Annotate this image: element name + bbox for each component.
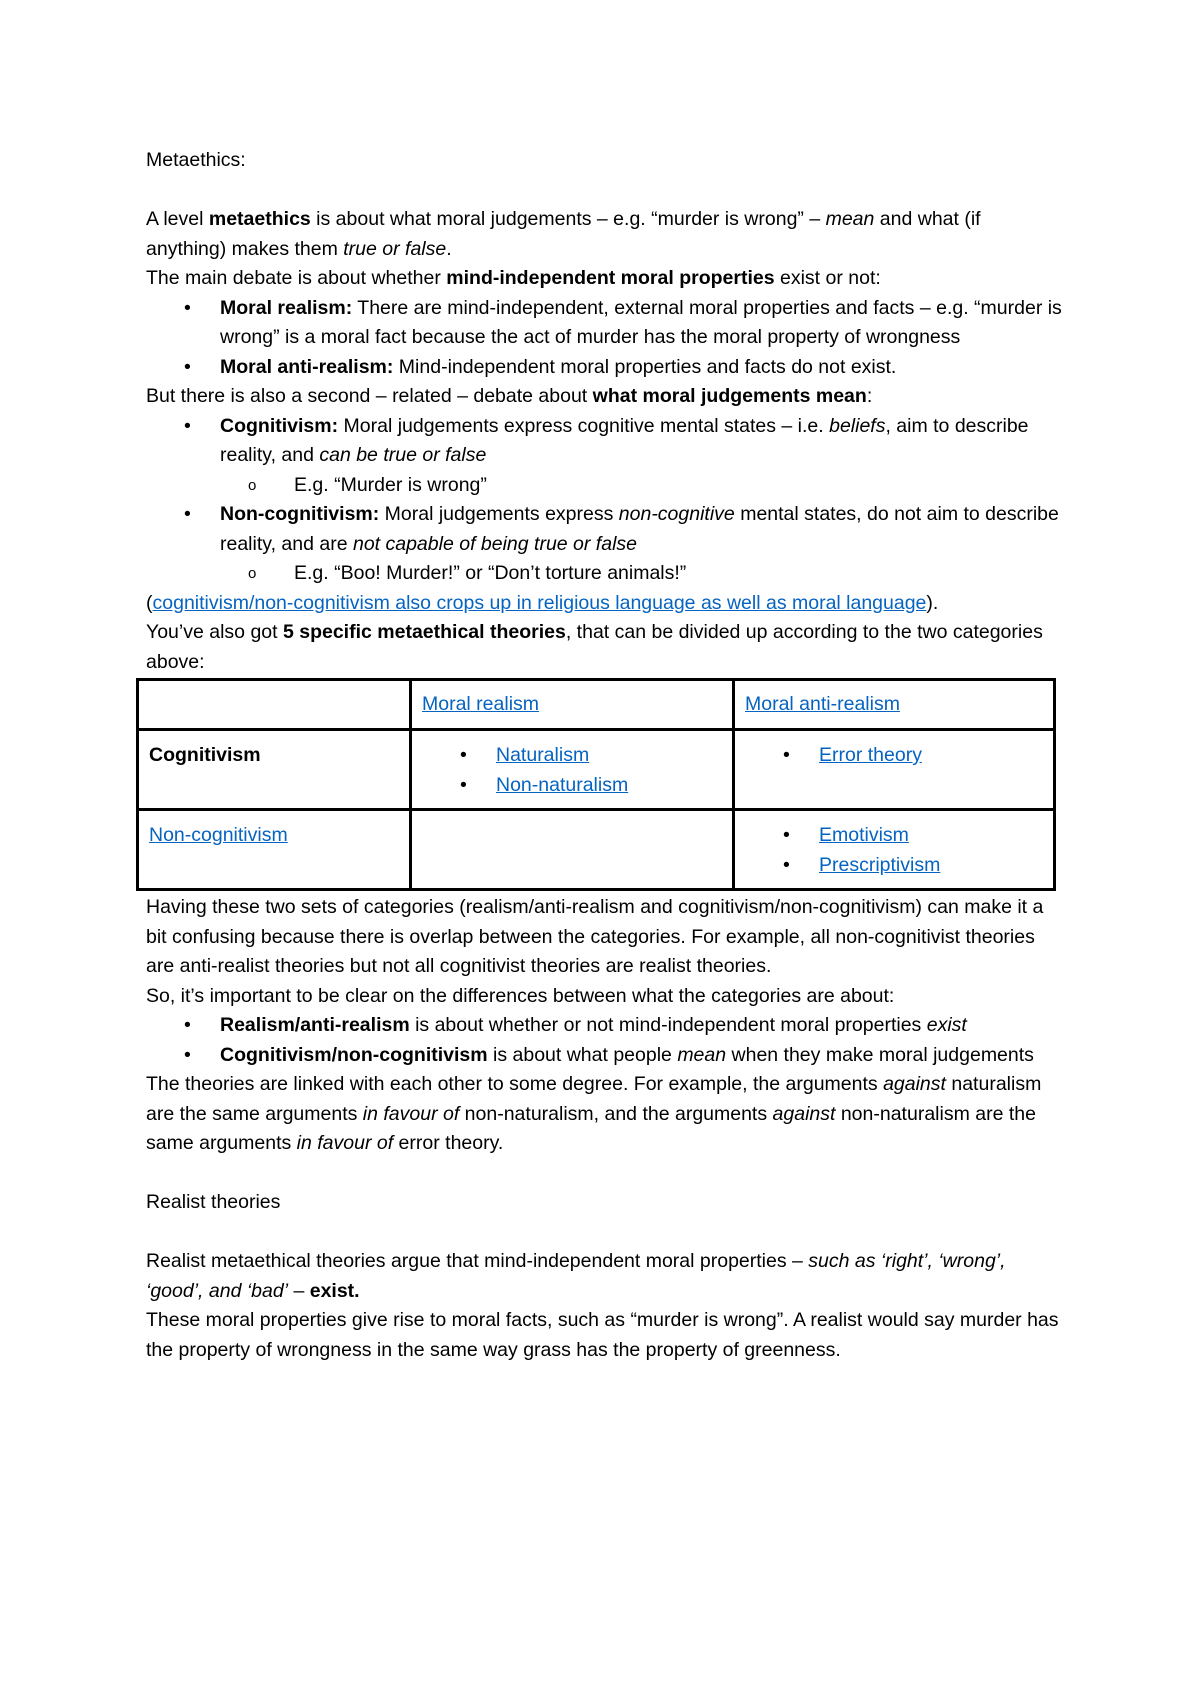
table-header-cell: [411, 680, 734, 730]
table-row: [138, 680, 1055, 730]
list-item: • Moral anti-realism: Mind-independent moral properties and facts do not exist.: [146, 353, 1066, 383]
list-item: • Cognitivism: Moral judgements express cognitive mental states – i.e. beliefs, aim to describe reality, and can be true or false o E.g. “Murder is wrong”: [146, 412, 1066, 501]
list-item: • Non-cognitivism: Moral judgements express non-cognitive mental states, do not aim to describe reality, and are not capable of being true or false o E.g. “Boo! Murder!” or “Don’t torture animals!”: [146, 500, 1066, 589]
emotivism-link[interactable]: Emotivism: [819, 824, 909, 846]
cell-list: [745, 821, 1043, 880]
moral-realism-link[interactable]: Moral realism: [422, 693, 540, 715]
spacer: [146, 1159, 1066, 1189]
error-theory-link[interactable]: Error theory: [819, 744, 922, 766]
spacer: [146, 1218, 1066, 1248]
list-item: [422, 771, 722, 801]
table-cell-empty: [138, 680, 411, 730]
non-cognitivism-link[interactable]: Non-cognitivism: [149, 824, 288, 846]
table-row-header: Cognitivism: [138, 730, 411, 810]
important-paragraph: So, it’s important to be clear on the differences between what the categories are about:: [146, 984, 895, 1007]
realist-paragraph-2: These moral properties give rise to moral facts, such as “murder is wrong”. A realist would say murder has the property of wrongness in the same way grass has the property of greenness.: [146, 1309, 1059, 1361]
second-debate-paragraph: But there is also a second – related – debate about what moral judgements mean:: [146, 385, 873, 407]
realism-list: [146, 294, 1066, 383]
religious-language-link[interactable]: cognitivism/non-cognitivism also crops up in religious language as well as moral language: [152, 591, 927, 614]
table-cell: [734, 810, 1055, 890]
cognitivism-list: [146, 412, 1066, 589]
naturalism-link[interactable]: Naturalism: [496, 744, 590, 766]
list-item: [745, 821, 1043, 851]
example-item: o E.g. “Murder is wrong”: [220, 471, 1066, 501]
document-body: [146, 146, 1066, 1365]
prescriptivism-link[interactable]: Prescriptivism: [819, 853, 941, 876]
table-row: [138, 810, 1055, 890]
cell-list: [422, 741, 722, 800]
link-paragraph: (cognitivism/non-cognitivism also crops up in religious language as well as moral language).: [146, 591, 939, 614]
overlap-paragraph: Having these two sets of categories (realism/anti-realism and cognitivism/non-cognitivism) can make it a bit confusing because there is overlap between the categories. For example, all non-cognitivist theories are anti-realist theories but not all cognitivist theories are realist theories.: [146, 896, 1044, 977]
table-cell: [411, 730, 734, 810]
list-item: [745, 851, 1043, 881]
theories-table: [136, 678, 1056, 891]
list-item: [745, 741, 1043, 771]
example-list: [220, 559, 1066, 589]
list-item: [422, 741, 722, 771]
intro-paragraph: A level metaethics is about what moral judgements – e.g. “murder is wrong” – mean and what (if anything) makes them true or false.: [146, 208, 981, 260]
page-title: Metaethics:: [146, 149, 246, 171]
linked-theories-paragraph: The theories are linked with each other to some degree. For example, the arguments against naturalism are the same arguments in favour of non-naturalism, and the arguments against non-naturalism are the same arguments in favour of error theory.: [146, 1073, 1042, 1154]
list-item: • Cognitivism/non-cognitivism is about what people mean when they make moral judgements: [146, 1041, 1066, 1071]
moral-anti-realism-link[interactable]: Moral anti-realism: [745, 693, 900, 715]
table-cell: [734, 730, 1055, 810]
table-row: [138, 730, 1055, 810]
non-naturalism-link[interactable]: Non-naturalism: [496, 773, 629, 796]
table-header-cell: [734, 680, 1055, 730]
cell-list: [745, 741, 1043, 771]
list-item: • Moral realism: There are mind-independent, external moral properties and facts – e.g. “murder is wrong” is a moral fact because the act of murder has the moral property of wrongness: [146, 294, 1066, 353]
example-item: o E.g. “Boo! Murder!” or “Don’t torture animals!”: [220, 559, 1066, 589]
table-cell-empty: [411, 810, 734, 890]
list-item: • Realism/anti-realism is about whether or not mind-independent moral properties exist: [146, 1011, 1066, 1041]
differences-list: [146, 1011, 1066, 1070]
realist-paragraph: Realist metaethical theories argue that mind-independent moral properties – such as ‘right’, ‘wrong’, ‘good’, and ‘bad’ – exist.: [146, 1250, 1006, 1302]
main-debate-paragraph: The main debate is about whether mind-independent moral properties exist or not:: [146, 267, 881, 289]
spacer: [146, 176, 1066, 206]
example-list: [220, 471, 1066, 501]
section-heading: Realist theories: [146, 1191, 281, 1213]
theories-intro-paragraph: You’ve also got 5 specific metaethical theories, that can be divided up according to the two categories above:: [146, 621, 1043, 673]
table-row-header: [138, 810, 411, 890]
